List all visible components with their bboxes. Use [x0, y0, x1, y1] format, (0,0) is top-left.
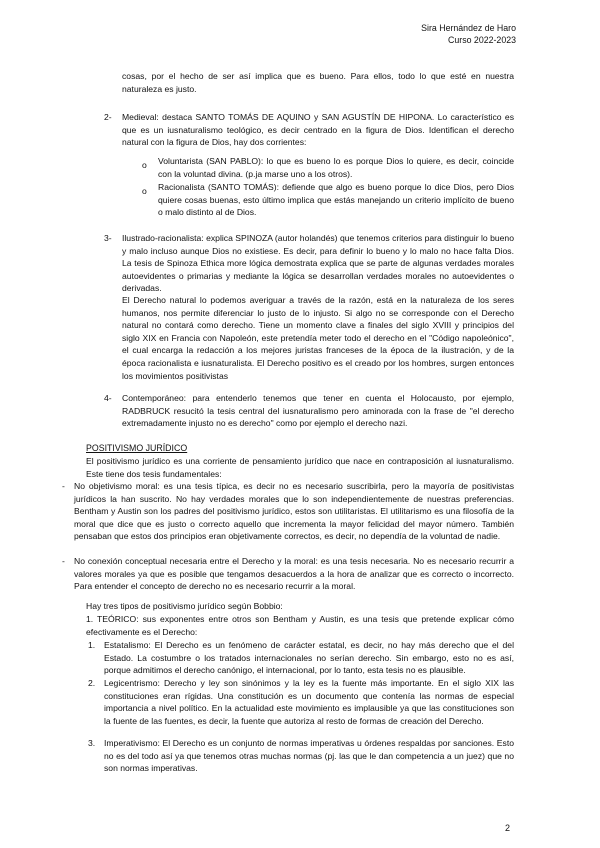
item4-number: 4- — [104, 393, 112, 403]
point1-number: 1. — [88, 640, 96, 650]
sub-bullet-2: o — [142, 186, 147, 196]
item3-text1: Ilustrado-racionalista: explica SPINOZA (autor holandés) que tenemos criterios para distinguir lo bueno y malo incluso aunque Dios no existiese. Es decir, para definir lo bueno y lo malo no hace falta Dios. La tesis de Spinoza Ethica more lógica demostrata explica que se parte de algunas verdades morales autoevidentes o primarias y mediante la lógica se desarrollan verdades morales no autoevidentes o derivadas. — [122, 233, 514, 294]
page-header — [421, 22, 516, 46]
item3-number: 3- — [104, 233, 112, 243]
point-legicentrismo: Legicentrismo: Derecho y ley son sinónimos y la ley es la fuente más importante. En el siglo XIX las constituciones eran rígidas. Una constitución es un documento que contenía las normas de especial importancia a nivel político. En la actualidad este movimiento es implausible ya que las constituciones son la fuente de las fuentes, es decir, la fuente que autoriza al resto de formas de creación del Derecho. — [104, 678, 514, 726]
thesis-no-objetivismo: No objetivismo moral: es una tesis típica, es decir no es necesario suscribirla, pero la mayoría de positivistas jurídicos la han suscrito. No hay verdades morales que lo son independientemente de nuestras preferencias. Bentham y Austin son los padres del positivismo jurídico, estos son utilitaristas. El utilitarismo es una filosofía de la moral que dice que es justo o correcto aquello que incrementa la mayor felicidad del mayor número. También pensaban que estos dos principios eran objetivamente correctos, es decir, no dependía de la voluntad de nadie. — [74, 481, 514, 542]
item3-text2: El Derecho natural lo podemos averiguar a través de la razón, está en la naturaleza de los seres humanos, nos permite diferenciar lo justo de lo injusto. Si algo no se corresponde con el Derecho natural no contará como derecho. Tiene un momento clave a finales del siglo XVIII y principios del siglo XIX en Francia con Napoleón, este pretendía meter todo el derecho en el "Código napoleónico", el cual encarga la redacción a los mejores juristas franceses de la época de la ilustración, y de la época racionalista e iusnaturalista. El Derecho positivo es el creado por los hombres, surgen entonces los movimientos positivistas — [122, 295, 514, 381]
item4-text: Contemporáneo: para entenderlo tenemos que tener en cuenta el Holocausto, por ejemplo, RADBRUCK resucitó la tesis central del iusnaturalismo pero aminorada con la frase de "el derecho extremadamente injusto no es derecho" como por ejemplo el derecho nazi. — [122, 393, 514, 429]
thesis-no-conexion: No conexión conceptual necesaria entre el Derecho y la moral: es una tesis necesaria. No es necesario recurrir a valores morales ya que es posible que tengamos desacuerdos a la hora de analizar que es correcto o incorrecto. Para entender el concepto de derecho no es necesario recurrir a la moral. — [74, 556, 514, 592]
point3-number: 3. — [88, 738, 96, 748]
item2-text: Medieval: destaca SANTO TOMÁS DE AQUINO y SAN AGUSTÍN DE HIPONA. Lo característico es que es un iusnaturalismo teológico, es decir centrado en la figura de Dios. Identifican el derecho natural con la figura de Dios, hay dos corrientes: — [122, 112, 514, 148]
section-title: POSITIVISMO JURÍDICO — [86, 443, 188, 453]
intro-continuation: cosas, por el hecho de ser así implica que es bueno. Para ellos, todo lo que esté en nuestra naturaleza es justo. — [122, 71, 514, 94]
item2-number: 2- — [104, 112, 112, 122]
sub-voluntarista: Voluntarista (SAN PABLO): lo que es bueno lo es porque Dios lo quiere, es decir, coincide con la voluntad divina. (p.ja marse uno a los otros). — [158, 156, 514, 179]
header-course: Curso 2022-2023 — [448, 35, 516, 45]
section-intro: El positivismo jurídico es una corriente de pensamiento jurídico que nace en contraposición al iusnaturalismo. Este tiene dos tesis fundamentales: — [86, 456, 514, 479]
point-estatalismo: Estatalismo: El Derecho es un fenómeno de carácter estatal, es decir, no hay más derecho que el del Estado. La costumbre o los tratados internacionales no serían derecho. Sin embargo, esto no es así, porque admitimos el derecho canónigo, el internacional, por lo tanto, esta tesis no es plausible. — [104, 640, 514, 676]
sub-bullet-1: o — [142, 160, 147, 170]
page-number: 2 — [504, 823, 510, 833]
sub-racionalista: Racionalista (SANTO TOMÁS): defiende que algo es bueno porque lo dice Dios, pero Dios quiere cosas buenas, esto último implica que estás manejando un criterio implícito de bueno o malo distinto al de Dios. — [158, 182, 514, 218]
bobbio-intro: Hay tres tipos de positivismo jurídico según Bobbio: — [86, 601, 283, 611]
point-imperativismo: Imperativismo: El Derecho es un conjunto de normas imperativas u órdenes respaldas por sanciones. Esto no es del todo así ya que tenemos otras muchas normas (pj. las que le dan competencia a un juez) que no son normas imperativas. — [104, 738, 514, 774]
thesis-bullet-2: - — [62, 556, 65, 566]
header-author: Sira Hernández de Haro — [421, 23, 516, 33]
teorico-heading: 1. TEÓRICO: sus exponentes entre otros son Bentham y Austin, es una tesis que pretende explicar cómo efectivamente es el Derecho: — [86, 614, 514, 637]
point2-number: 2. — [88, 678, 96, 688]
thesis-bullet-1: - — [62, 481, 65, 491]
